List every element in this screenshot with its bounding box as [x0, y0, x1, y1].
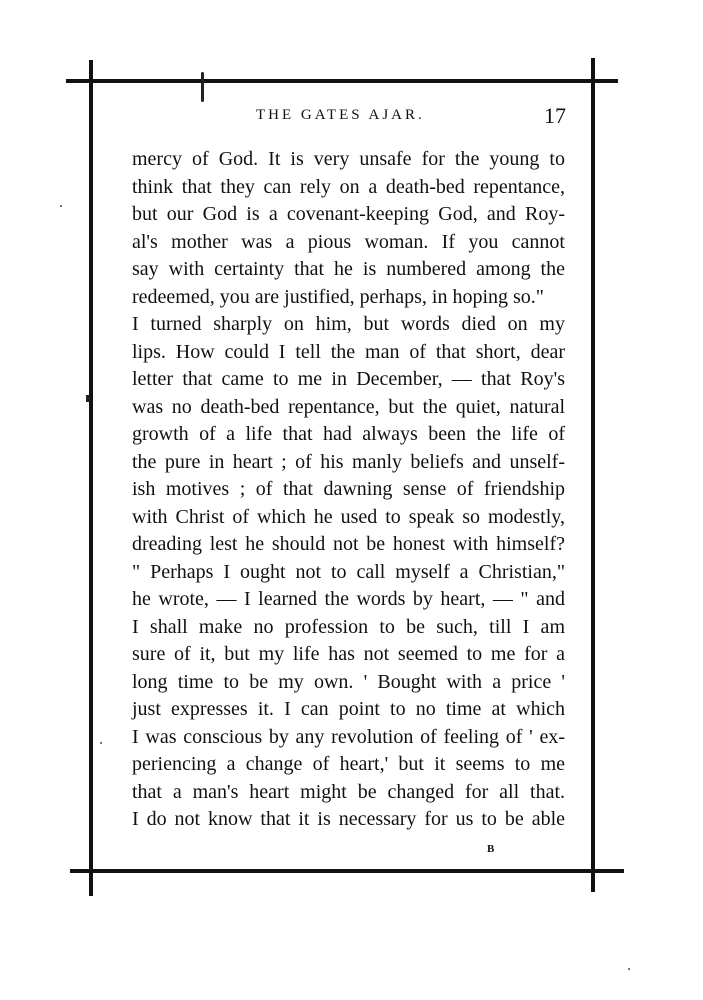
text-line: he wrote, — I learned the words by heart, — " and	[132, 588, 565, 610]
text-line: was no death-bed repentance, but the quiet, natural	[132, 395, 565, 418]
signature-mark: B	[487, 843, 495, 855]
text-line: ish motives ; of that dawning sense of friendship	[132, 478, 565, 500]
text-line: I was conscious by any revolution of feeling of ' ex-	[132, 725, 565, 748]
left-border-rule	[89, 60, 93, 896]
text-line: I do not know that it is necessary for us to be able	[132, 808, 565, 830]
text-line: I turned sharply on him, but words died on my	[132, 313, 565, 335]
top-border-rule	[66, 79, 618, 83]
text-line: redeemed, you are justified, perhaps, in hoping so."	[132, 285, 544, 308]
text-line: long time to be my own. ' Bought with a price '	[132, 670, 565, 693]
running-header	[130, 103, 566, 131]
bottom-border-rule	[70, 869, 624, 873]
text-line: sure of it, but my life has not seemed to me for a	[132, 643, 565, 665]
right-border-rule	[591, 58, 595, 892]
paper-speck	[628, 968, 630, 970]
text-line: lips. How could I tell the man of that short, dear	[132, 340, 565, 363]
text-line: mercy of God. It is very unsafe for the young to	[132, 148, 565, 170]
ink-blot-mark	[201, 72, 204, 102]
page-number: 17	[544, 103, 566, 128]
text-line: I shall make no profession to be such, till I am	[132, 615, 565, 638]
text-line: think that they can rely on a death-bed repentance,	[132, 175, 565, 198]
running-title: THE GATES AJAR.	[256, 107, 425, 123]
text-line: but our God is a covenant-keeping God, and Roy-	[132, 203, 565, 225]
text-line: with Christ of which he used to speak so modestly,	[132, 505, 565, 528]
margin-ink-mark	[86, 395, 90, 402]
text-line: say with certainty that he is numbered among the	[132, 258, 565, 280]
body-text	[132, 146, 565, 834]
text-line: periencing a change of heart,' but it seems to me	[132, 753, 565, 775]
text-line: just expresses it. I can point to no time at which	[132, 698, 565, 720]
text-line: dreading lest he should not be honest with himself?	[132, 533, 565, 555]
paper-speck	[60, 205, 62, 207]
text-line: al's mother was a pious woman. If you cannot	[132, 230, 565, 253]
text-line: that a man's heart might be changed for all that.	[132, 780, 565, 803]
text-line: " Perhaps I ought not to call myself a Christian,"	[132, 560, 565, 583]
text-line: letter that came to me in December, — that Roy's	[132, 368, 565, 390]
text-line: growth of a life that had always been the life of	[132, 423, 565, 445]
text-line: the pure in heart ; of his manly beliefs and unself-	[132, 450, 565, 473]
paper-speck	[100, 742, 102, 744]
